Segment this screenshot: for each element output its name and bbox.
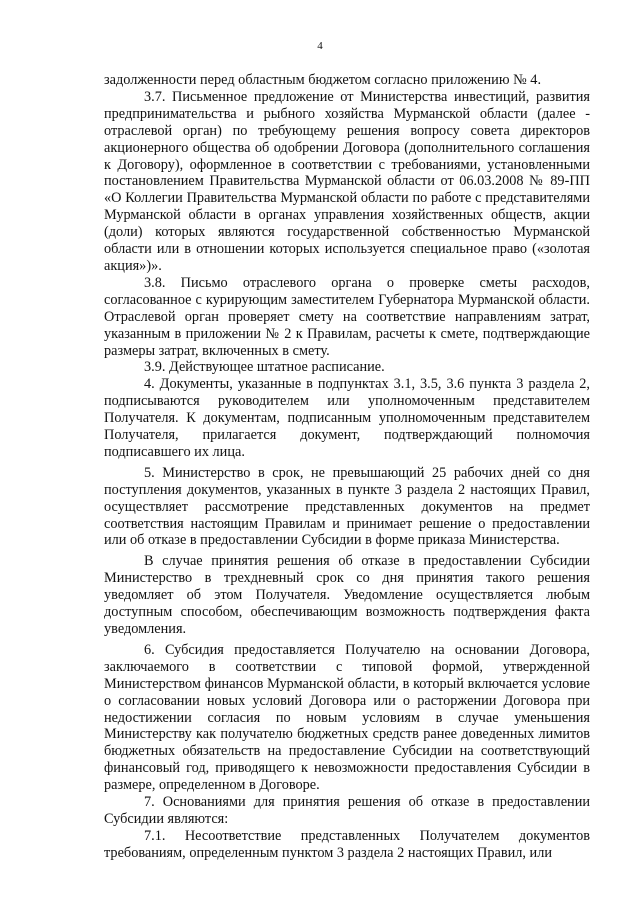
paragraph-refusal-notice: В случае принятия решения об отказе в предоставлении Субсидии Министерство в трехдневный срок со дня принятия такого решения уведомляет об этом Получателя. Уведомление осуществляется любым доступным способом, обеспечивающим возможность подтверждения факта уведомления. [104, 553, 590, 637]
paragraph-5: 5. Министерство в срок, не превышающий 25 рабочих дней со дня поступления документов, указанных в пункте 3 раздела 2 настоящих Правил, осуществляет рассмотрение представленных документов на предмет соответствия настоящим Правилам и принимает решение о предоставлении или об отказе в предоставлении Субсидии в форме приказа Министерства. [104, 464, 590, 549]
paragraph-3-9: 3.9. Действующее штатное расписание. [144, 359, 385, 376]
paragraph-debt-continuation: задолженности перед областным бюджетом согласно приложению № 4. [104, 72, 542, 88]
page-number: 4 [317, 40, 323, 52]
paragraph-6: 6. Субсидия предоставляется Получателю на основании Договора, заключаемого в соответствии с типовой формой, утвержденной Министерством финансов Мурманской области, в который включается условие о согласовании новых условий Договора или о расторжении Договора при недостижении согласия по новым условиям в случае уменьшения Министерству как получателю бюджетных средств ранее доведенных лимитов бюджетных обязательств на предоставление Субсидии на соответствующий финансовый год, приводящего к невозможности предоставления Субсидии в размере, определенном в Договоре. [104, 641, 590, 794]
paragraph-7-1: 7.1. Несоответствие представленных Получателем документов требованиям, определенным пунктом 3 раздела 2 настоящих Правил, или [104, 827, 590, 861]
document-body [104, 72, 590, 862]
paragraph-3-7: 3.7. Письменное предложение от Министерства инвестиций, развития предпринимательства и рыбного хозяйства Мурманской области (далее - отраслевой орган) по требующему решения вопросу совета директоров акционерного общества об одобрении Договора (дополнительного соглашения к Договору), оформленное в соответствии с требованиями, установленными постановлением Правительства Мурманской области от 06.03.2008 № 89-ПП «О Коллегии Правительства Мурманской области по работе с представителями Мурманской области в органах управления хозяйственных обществ, акции (доли) которых являются государственной собственностью Мурманской области или в отношении которых используется специальное право («золотая акция»)». [104, 88, 590, 274]
paragraph-4: 4. Документы, указанные в подпунктах 3.1, 3.5, 3.6 пункта 3 раздела 2, подписываются руководителем или уполномоченным представителем Получателя. К документам, подписанным уполномоченным представителем Получателя, прилагается документ, подтверждающий полномочия подписавшего их лица. [104, 376, 590, 460]
paragraph-7: 7. Основаниями для принятия решения об отказе в предоставлении Субсидии являются: [104, 794, 590, 827]
paragraph-3-8: 3.8. Письмо отраслевого органа о проверке сметы расходов, согласованное с курирующим заместителем Губернатора Мурманской области. Отраслевой орган проверяет смету на соответствие направлениям затрат, указанным в приложении № 2 к Правилам, расчеты к смете, подтверждающие размеры затрат, включенных в смету. [104, 274, 590, 359]
